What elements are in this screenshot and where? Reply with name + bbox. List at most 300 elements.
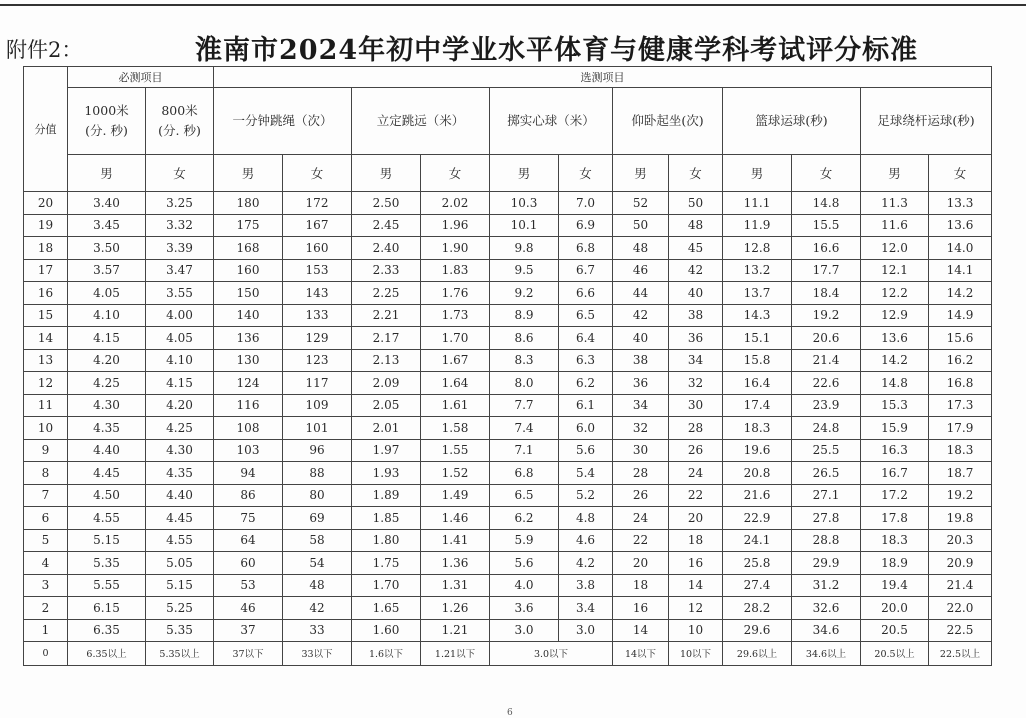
threshold-cell: 33以下 xyxy=(283,642,352,666)
value-cell: 6.5 xyxy=(490,484,559,507)
value-cell: 1.41 xyxy=(421,529,490,552)
value-cell: 22.5 xyxy=(929,619,992,642)
top-rule xyxy=(0,4,1026,6)
value-cell: 6.3 xyxy=(559,349,613,372)
score-cell: 12 xyxy=(24,372,68,395)
value-cell: 10 xyxy=(669,619,723,642)
score-cell: 19 xyxy=(24,214,68,237)
table-row xyxy=(24,417,992,440)
value-cell: 29.6 xyxy=(723,619,792,642)
value-cell: 3.47 xyxy=(146,259,214,282)
value-cell: 17.4 xyxy=(723,394,792,417)
threshold-cell: 10以下 xyxy=(669,642,723,666)
value-cell: 12.9 xyxy=(861,304,929,327)
value-cell: 8.3 xyxy=(490,349,559,372)
table-row xyxy=(24,372,992,395)
gender-cell: 男 xyxy=(68,155,146,192)
value-cell: 14.8 xyxy=(861,372,929,395)
value-cell: 33 xyxy=(283,619,352,642)
score-header: 分值 xyxy=(24,67,68,192)
value-cell: 20.0 xyxy=(861,597,929,620)
value-cell: 4.50 xyxy=(68,484,146,507)
value-cell: 4.15 xyxy=(146,372,214,395)
gender-header-row xyxy=(24,155,992,192)
value-cell: 5.55 xyxy=(68,574,146,597)
value-cell: 1.31 xyxy=(421,574,490,597)
value-cell: 143 xyxy=(283,282,352,305)
gender-cell: 男 xyxy=(490,155,559,192)
value-cell: 3.0 xyxy=(490,619,559,642)
value-cell: 1.96 xyxy=(421,214,490,237)
score-cell: 20 xyxy=(24,192,68,215)
value-cell: 28 xyxy=(613,462,669,485)
value-cell: 12.1 xyxy=(861,259,929,282)
gender-cell: 男 xyxy=(352,155,421,192)
threshold-cell: 1.21以下 xyxy=(421,642,490,666)
table-body xyxy=(24,67,992,666)
value-cell: 4.35 xyxy=(146,462,214,485)
value-cell: 19.8 xyxy=(929,507,992,530)
table-row xyxy=(24,304,992,327)
value-cell: 53 xyxy=(214,574,283,597)
gender-cell: 女 xyxy=(421,155,490,192)
value-cell: 5.6 xyxy=(490,552,559,575)
value-cell: 34 xyxy=(613,394,669,417)
value-cell: 3.39 xyxy=(146,237,214,260)
value-cell: 19.4 xyxy=(861,574,929,597)
value-cell: 5.15 xyxy=(146,574,214,597)
value-cell: 50 xyxy=(613,214,669,237)
value-cell: 2.45 xyxy=(352,214,421,237)
value-cell: 1.70 xyxy=(352,574,421,597)
value-cell: 117 xyxy=(283,372,352,395)
value-cell: 1.26 xyxy=(421,597,490,620)
value-cell: 30 xyxy=(613,439,669,462)
value-cell: 1.36 xyxy=(421,552,490,575)
value-cell: 1.46 xyxy=(421,507,490,530)
value-cell: 1.89 xyxy=(352,484,421,507)
gender-cell: 男 xyxy=(861,155,929,192)
item-football-dribble-header: 足球绕杆运球(秒) xyxy=(861,88,992,155)
value-cell: 4.05 xyxy=(68,282,146,305)
value-cell: 5.9 xyxy=(490,529,559,552)
value-cell: 1.75 xyxy=(352,552,421,575)
value-cell: 1.65 xyxy=(352,597,421,620)
value-cell: 4.10 xyxy=(68,304,146,327)
group-header-row xyxy=(24,67,992,88)
value-cell: 4.20 xyxy=(146,394,214,417)
value-cell: 5.35 xyxy=(68,552,146,575)
value-cell: 14.9 xyxy=(929,304,992,327)
value-cell: 19.2 xyxy=(929,484,992,507)
value-cell: 28.8 xyxy=(792,529,861,552)
value-cell: 9.2 xyxy=(490,282,559,305)
item-basketball-dribble-header: 篮球运球(秒) xyxy=(723,88,861,155)
value-cell: 36 xyxy=(669,327,723,350)
value-cell: 153 xyxy=(283,259,352,282)
value-cell: 1.60 xyxy=(352,619,421,642)
score-cell: 10 xyxy=(24,417,68,440)
value-cell: 8.0 xyxy=(490,372,559,395)
gender-cell: 男 xyxy=(613,155,669,192)
item-800m-unit: (分. 秒) xyxy=(158,123,201,138)
table-row xyxy=(24,462,992,485)
value-cell: 5.25 xyxy=(146,597,214,620)
value-cell: 2.17 xyxy=(352,327,421,350)
value-cell: 13.6 xyxy=(861,327,929,350)
value-cell: 6.5 xyxy=(559,304,613,327)
item-rope-skipping-header: 一分钟跳绳（次） xyxy=(214,88,352,155)
value-cell: 5.05 xyxy=(146,552,214,575)
value-cell: 2.21 xyxy=(352,304,421,327)
value-cell: 1.90 xyxy=(421,237,490,260)
value-cell: 1.85 xyxy=(352,507,421,530)
value-cell: 123 xyxy=(283,349,352,372)
value-cell: 24.8 xyxy=(792,417,861,440)
value-cell: 4.0 xyxy=(490,574,559,597)
value-cell: 20.8 xyxy=(723,462,792,485)
value-cell: 21.4 xyxy=(792,349,861,372)
value-cell: 15.1 xyxy=(723,327,792,350)
value-cell: 3.32 xyxy=(146,214,214,237)
value-cell: 16.2 xyxy=(929,349,992,372)
table-row xyxy=(24,237,992,260)
value-cell: 6.6 xyxy=(559,282,613,305)
item-1000m-unit: (分. 秒) xyxy=(85,123,128,138)
value-cell: 88 xyxy=(283,462,352,485)
value-cell: 30 xyxy=(669,394,723,417)
value-cell: 3.57 xyxy=(68,259,146,282)
value-cell: 64 xyxy=(214,529,283,552)
value-cell: 20 xyxy=(613,552,669,575)
value-cell: 19.6 xyxy=(723,439,792,462)
value-cell: 9.8 xyxy=(490,237,559,260)
value-cell: 133 xyxy=(283,304,352,327)
value-cell: 38 xyxy=(613,349,669,372)
value-cell: 16.4 xyxy=(723,372,792,395)
value-cell: 48 xyxy=(283,574,352,597)
score-cell: 5 xyxy=(24,529,68,552)
value-cell: 20.3 xyxy=(929,529,992,552)
value-cell: 27.8 xyxy=(792,507,861,530)
threshold-cell: 20.5以上 xyxy=(861,642,929,666)
table-row xyxy=(24,259,992,282)
threshold-cell: 22.5以上 xyxy=(929,642,992,666)
value-cell: 7.0 xyxy=(559,192,613,215)
value-cell: 6.7 xyxy=(559,259,613,282)
item-1000m-header xyxy=(68,88,146,155)
table-row xyxy=(24,484,992,507)
value-cell: 4.2 xyxy=(559,552,613,575)
item-1000m-name: 1000米 xyxy=(84,103,129,118)
score-cell: 18 xyxy=(24,237,68,260)
table-row xyxy=(24,552,992,575)
value-cell: 18.4 xyxy=(792,282,861,305)
value-cell: 4.20 xyxy=(68,349,146,372)
threshold-cell: 14以下 xyxy=(613,642,669,666)
threshold-cell: 6.35以上 xyxy=(68,642,146,666)
value-cell: 42 xyxy=(613,304,669,327)
value-cell: 2.40 xyxy=(352,237,421,260)
value-cell: 3.50 xyxy=(68,237,146,260)
value-cell: 6.2 xyxy=(490,507,559,530)
item-standing-long-jump-header: 立定跳远（米） xyxy=(352,88,490,155)
value-cell: 42 xyxy=(283,597,352,620)
value-cell: 116 xyxy=(214,394,283,417)
value-cell: 86 xyxy=(214,484,283,507)
value-cell: 11.6 xyxy=(861,214,929,237)
value-cell: 4.00 xyxy=(146,304,214,327)
table-row xyxy=(24,439,992,462)
table-row xyxy=(24,574,992,597)
value-cell: 11.3 xyxy=(861,192,929,215)
value-cell: 48 xyxy=(613,237,669,260)
value-cell: 17.9 xyxy=(929,417,992,440)
scoring-table xyxy=(23,66,992,666)
value-cell: 36 xyxy=(613,372,669,395)
value-cell: 20.9 xyxy=(929,552,992,575)
score-cell: 4 xyxy=(24,552,68,575)
value-cell: 5.2 xyxy=(559,484,613,507)
value-cell: 18.3 xyxy=(929,439,992,462)
value-cell: 1.76 xyxy=(421,282,490,305)
value-cell: 8.6 xyxy=(490,327,559,350)
value-cell: 2.50 xyxy=(352,192,421,215)
item-sit-ups-header: 仰卧起坐(次) xyxy=(613,88,723,155)
value-cell: 27.4 xyxy=(723,574,792,597)
value-cell: 29.9 xyxy=(792,552,861,575)
value-cell: 15.3 xyxy=(861,394,929,417)
value-cell: 18.7 xyxy=(929,462,992,485)
value-cell: 22.0 xyxy=(929,597,992,620)
value-cell: 15.9 xyxy=(861,417,929,440)
value-cell: 13.3 xyxy=(929,192,992,215)
attachment-label: 附件2： xyxy=(6,38,83,62)
value-cell: 13.7 xyxy=(723,282,792,305)
value-cell: 4.10 xyxy=(146,349,214,372)
value-cell: 2.25 xyxy=(352,282,421,305)
value-cell: 7.1 xyxy=(490,439,559,462)
item-800m-header xyxy=(146,88,214,155)
table-row-zero xyxy=(24,642,992,666)
value-cell: 20 xyxy=(669,507,723,530)
value-cell: 52 xyxy=(613,192,669,215)
value-cell: 24 xyxy=(613,507,669,530)
value-cell: 4.15 xyxy=(68,327,146,350)
value-cell: 18 xyxy=(613,574,669,597)
value-cell: 25.5 xyxy=(792,439,861,462)
gender-cell: 女 xyxy=(146,155,214,192)
value-cell: 14.0 xyxy=(929,237,992,260)
value-cell: 3.40 xyxy=(68,192,146,215)
table-row xyxy=(24,507,992,530)
value-cell: 150 xyxy=(214,282,283,305)
value-cell: 17.2 xyxy=(861,484,929,507)
value-cell: 32 xyxy=(669,372,723,395)
value-cell: 7.7 xyxy=(490,394,559,417)
value-cell: 167 xyxy=(283,214,352,237)
value-cell: 1.73 xyxy=(421,304,490,327)
value-cell: 1.80 xyxy=(352,529,421,552)
value-cell: 4.25 xyxy=(146,417,214,440)
value-cell: 94 xyxy=(214,462,283,485)
value-cell: 1.70 xyxy=(421,327,490,350)
value-cell: 1.49 xyxy=(421,484,490,507)
score-cell: 16 xyxy=(24,282,68,305)
value-cell: 28 xyxy=(669,417,723,440)
value-cell: 2.05 xyxy=(352,394,421,417)
value-cell: 22.6 xyxy=(792,372,861,395)
value-cell: 4.35 xyxy=(68,417,146,440)
value-cell: 6.8 xyxy=(490,462,559,485)
value-cell: 160 xyxy=(283,237,352,260)
value-cell: 1.83 xyxy=(421,259,490,282)
value-cell: 58 xyxy=(283,529,352,552)
score-cell: 3 xyxy=(24,574,68,597)
value-cell: 4.40 xyxy=(146,484,214,507)
value-cell: 140 xyxy=(214,304,283,327)
value-cell: 17.7 xyxy=(792,259,861,282)
value-cell: 26 xyxy=(613,484,669,507)
value-cell: 22 xyxy=(669,484,723,507)
item-header-row xyxy=(24,88,992,155)
table-row xyxy=(24,282,992,305)
value-cell: 3.25 xyxy=(146,192,214,215)
value-cell: 14.8 xyxy=(792,192,861,215)
table-row xyxy=(24,214,992,237)
value-cell: 21.6 xyxy=(723,484,792,507)
score-cell: 6 xyxy=(24,507,68,530)
value-cell: 172 xyxy=(283,192,352,215)
value-cell: 14 xyxy=(669,574,723,597)
value-cell: 10.3 xyxy=(490,192,559,215)
value-cell: 3.6 xyxy=(490,597,559,620)
value-cell: 26 xyxy=(669,439,723,462)
value-cell: 12.8 xyxy=(723,237,792,260)
value-cell: 18.3 xyxy=(861,529,929,552)
value-cell: 2.33 xyxy=(352,259,421,282)
value-cell: 5.35 xyxy=(146,619,214,642)
value-cell: 6.8 xyxy=(559,237,613,260)
value-cell: 14.3 xyxy=(723,304,792,327)
value-cell: 24.1 xyxy=(723,529,792,552)
value-cell: 7.4 xyxy=(490,417,559,440)
table-row xyxy=(24,619,992,642)
value-cell: 1.52 xyxy=(421,462,490,485)
value-cell: 6.4 xyxy=(559,327,613,350)
value-cell: 4.45 xyxy=(146,507,214,530)
item-medicine-ball-header: 掷实心球（米） xyxy=(490,88,613,155)
threshold-cell: 29.6以上 xyxy=(723,642,792,666)
value-cell: 42 xyxy=(669,259,723,282)
value-cell: 16.6 xyxy=(792,237,861,260)
value-cell: 101 xyxy=(283,417,352,440)
value-cell: 21.4 xyxy=(929,574,992,597)
value-cell: 27.1 xyxy=(792,484,861,507)
value-cell: 16 xyxy=(613,597,669,620)
table-row xyxy=(24,529,992,552)
gender-cell: 女 xyxy=(559,155,613,192)
value-cell: 34.6 xyxy=(792,619,861,642)
optional-group-header: 选测项目 xyxy=(214,67,992,88)
value-cell: 96 xyxy=(283,439,352,462)
score-cell: 11 xyxy=(24,394,68,417)
value-cell: 5.4 xyxy=(559,462,613,485)
value-cell: 25.8 xyxy=(723,552,792,575)
value-cell: 15.6 xyxy=(929,327,992,350)
value-cell: 136 xyxy=(214,327,283,350)
value-cell: 45 xyxy=(669,237,723,260)
value-cell: 23.9 xyxy=(792,394,861,417)
value-cell: 6.2 xyxy=(559,372,613,395)
value-cell: 109 xyxy=(283,394,352,417)
value-cell: 8.9 xyxy=(490,304,559,327)
value-cell: 130 xyxy=(214,349,283,372)
value-cell: 32 xyxy=(613,417,669,440)
gender-cell: 男 xyxy=(214,155,283,192)
value-cell: 16.3 xyxy=(861,439,929,462)
value-cell: 10.1 xyxy=(490,214,559,237)
value-cell: 11.9 xyxy=(723,214,792,237)
value-cell: 14 xyxy=(613,619,669,642)
value-cell: 1.58 xyxy=(421,417,490,440)
gender-cell: 女 xyxy=(792,155,861,192)
value-cell: 18 xyxy=(669,529,723,552)
value-cell: 5.15 xyxy=(68,529,146,552)
score-cell: 9 xyxy=(24,439,68,462)
value-cell: 26.5 xyxy=(792,462,861,485)
value-cell: 50 xyxy=(669,192,723,215)
score-cell: 1 xyxy=(24,619,68,642)
value-cell: 16.7 xyxy=(861,462,929,485)
gender-cell: 女 xyxy=(283,155,352,192)
value-cell: 3.55 xyxy=(146,282,214,305)
value-cell: 13.6 xyxy=(929,214,992,237)
value-cell: 32.6 xyxy=(792,597,861,620)
value-cell: 44 xyxy=(613,282,669,305)
value-cell: 1.55 xyxy=(421,439,490,462)
value-cell: 9.5 xyxy=(490,259,559,282)
value-cell: 3.8 xyxy=(559,574,613,597)
value-cell: 80 xyxy=(283,484,352,507)
value-cell: 3.4 xyxy=(559,597,613,620)
value-cell: 4.55 xyxy=(68,507,146,530)
value-cell: 6.1 xyxy=(559,394,613,417)
page-title: 淮南市2024年初中学业水平体育与健康学科考试评分标准 xyxy=(195,35,919,66)
value-cell: 12 xyxy=(669,597,723,620)
value-cell: 175 xyxy=(214,214,283,237)
value-cell: 2.01 xyxy=(352,417,421,440)
value-cell: 16 xyxy=(669,552,723,575)
gender-cell: 男 xyxy=(723,155,792,192)
value-cell: 4.30 xyxy=(68,394,146,417)
value-cell: 20.5 xyxy=(861,619,929,642)
value-cell: 69 xyxy=(283,507,352,530)
value-cell: 12.2 xyxy=(861,282,929,305)
value-cell: 6.0 xyxy=(559,417,613,440)
value-cell: 1.67 xyxy=(421,349,490,372)
value-cell: 4.30 xyxy=(146,439,214,462)
value-cell: 108 xyxy=(214,417,283,440)
value-cell: 19.2 xyxy=(792,304,861,327)
value-cell: 6.9 xyxy=(559,214,613,237)
value-cell: 15.5 xyxy=(792,214,861,237)
value-cell: 46 xyxy=(613,259,669,282)
value-cell: 1.97 xyxy=(352,439,421,462)
threshold-cell: 34.6以上 xyxy=(792,642,861,666)
table-row xyxy=(24,597,992,620)
value-cell: 13.2 xyxy=(723,259,792,282)
